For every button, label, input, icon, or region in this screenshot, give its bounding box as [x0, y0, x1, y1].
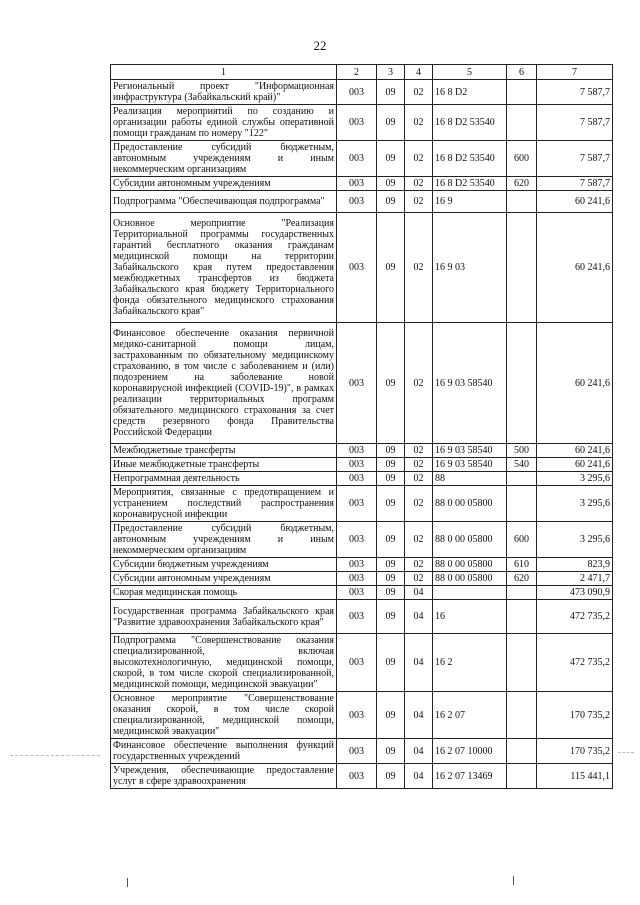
ministry-code-cell: 003: [337, 600, 377, 634]
table-row: [111, 586, 613, 600]
ministry-code-cell: 003: [337, 764, 377, 789]
amount-cell: 2 471,7: [537, 572, 613, 586]
section-code-cell: 09: [377, 558, 405, 572]
subsection-code-cell: 04: [405, 600, 433, 634]
subsection-code-cell: 04: [405, 634, 433, 692]
target-article-cell: 16 8 D2 53540: [433, 177, 507, 191]
subsection-code-cell: 02: [405, 323, 433, 444]
ministry-code-cell: 003: [337, 472, 377, 486]
target-article-cell: 88: [433, 472, 507, 486]
budget-table: [110, 64, 613, 789]
row-name-cell: Иные межбюджетные трансферты: [111, 458, 337, 472]
amount-cell: 7 587,7: [537, 80, 613, 105]
expense-type-cell: [507, 764, 537, 789]
ministry-code-cell: 003: [337, 572, 377, 586]
section-code-cell: 09: [377, 191, 405, 213]
subsection-code-cell: 02: [405, 522, 433, 558]
table-row: [111, 522, 613, 558]
target-article-cell: 88 0 00 05800: [433, 486, 507, 522]
expense-type-cell: 600: [507, 141, 537, 177]
amount-cell: 3 295,6: [537, 522, 613, 558]
page-number: 22: [313, 38, 327, 53]
ministry-code-cell: 003: [337, 634, 377, 692]
expense-type-cell: [507, 323, 537, 444]
amount-cell: 7 587,7: [537, 177, 613, 191]
section-code-cell: 09: [377, 323, 405, 444]
row-name-cell: Скорая медицинская помощь: [111, 586, 337, 600]
row-name-cell: Непрограммная деятельность: [111, 472, 337, 486]
table-row: [111, 141, 613, 177]
target-article-cell: 16 8 D2 53540: [433, 105, 507, 141]
row-name-cell: Реализация мероприятий по созданию и организации работы единой службы оперативной помощи гражданам по номеру "122": [111, 105, 337, 141]
amount-cell: 170 735,2: [537, 692, 613, 739]
expense-type-cell: [507, 105, 537, 141]
ministry-code-cell: 003: [337, 586, 377, 600]
target-article-cell: 16 2: [433, 634, 507, 692]
section-code-cell: 09: [377, 522, 405, 558]
row-name-cell: Финансовое обеспечение выполнения функций государственных учреждений: [111, 739, 337, 764]
subsection-code-cell: 04: [405, 586, 433, 600]
row-name-cell: Мероприятия, связанные с предотвращением и устранением последствий распространения коронавирусной инфекции: [111, 486, 337, 522]
target-article-cell: 16 9: [433, 191, 507, 213]
row-name-cell: Субсидии автономным учреждениям: [111, 177, 337, 191]
amount-cell: 823,9: [537, 558, 613, 572]
target-article-cell: 88 0 00 05800: [433, 558, 507, 572]
section-code-cell: 09: [377, 600, 405, 634]
column-header: 5: [433, 65, 507, 80]
section-code-cell: 09: [377, 472, 405, 486]
subsection-code-cell: 02: [405, 141, 433, 177]
column-header: 3: [377, 65, 405, 80]
amount-cell: 60 241,6: [537, 444, 613, 458]
row-name-cell: Региональный проект "Информационная инфраструктура (Забайкальский край)": [111, 80, 337, 105]
target-article-cell: 16 9 03 58540: [433, 458, 507, 472]
expense-type-cell: [507, 486, 537, 522]
section-code-cell: 09: [377, 177, 405, 191]
subsection-code-cell: 02: [405, 444, 433, 458]
row-name-cell: Подпрограмма "Совершенствование оказания специализированной, включая высокотехнологичную, медицинской помощи, скорой, в том числе скорой специализированной, медицинской помощи, медицинской эвакуации": [111, 634, 337, 692]
amount-cell: 115 441,1: [537, 764, 613, 789]
expense-type-cell: 600: [507, 522, 537, 558]
row-name-cell: Подпрограмма "Обеспечивающая подпрограмма": [111, 191, 337, 213]
target-article-cell: 16 8 D2 53540: [433, 141, 507, 177]
target-article-cell: 88 0 00 05800: [433, 522, 507, 558]
ministry-code-cell: 003: [337, 141, 377, 177]
table-row: [111, 323, 613, 444]
target-article-cell: 16 9 03 58540: [433, 323, 507, 444]
subsection-code-cell: 02: [405, 472, 433, 486]
section-code-cell: 09: [377, 141, 405, 177]
column-header: 7: [537, 65, 613, 80]
table-row: [111, 472, 613, 486]
row-name-cell: Основное мероприятие "Реализация Территориальной программы государственных гарантий бесплатного оказания гражданам медицинской помощи на территории Забайкальского края путем предоставления межбюджетных трансфертов из бюджета Забайкальского края бюджету Территориального фонда обязательного медицинского страхования Забайкальского края": [111, 213, 337, 323]
row-name-cell: Государственная программа Забайкальского края "Развитие здравоохранения Забайкальского края": [111, 600, 337, 634]
column-header: 1: [111, 65, 337, 80]
ministry-code-cell: 003: [337, 558, 377, 572]
ministry-code-cell: 003: [337, 739, 377, 764]
row-name-cell: Межбюджетные трансферты: [111, 444, 337, 458]
row-name-cell: Основное мероприятие "Совершенствование оказания скорой, в том числе скорой специализированной, медицинской помощи, медицинской эвакуации": [111, 692, 337, 739]
expense-type-cell: 500: [507, 444, 537, 458]
ministry-code-cell: 003: [337, 692, 377, 739]
expense-type-cell: [507, 692, 537, 739]
section-code-cell: 09: [377, 486, 405, 522]
section-code-cell: 09: [377, 764, 405, 789]
ministry-code-cell: 003: [337, 105, 377, 141]
amount-cell: 473 090,9: [537, 586, 613, 600]
amount-cell: 7 587,7: [537, 105, 613, 141]
ministry-code-cell: 003: [337, 213, 377, 323]
subsection-code-cell: 02: [405, 213, 433, 323]
expense-type-cell: [507, 472, 537, 486]
amount-cell: 60 241,6: [537, 458, 613, 472]
column-header: 6: [507, 65, 537, 80]
table-row: [111, 177, 613, 191]
expense-type-cell: 620: [507, 572, 537, 586]
row-name-cell: Предоставление субсидий бюджетным, автономным учреждениям и иным некоммерческим организациям: [111, 522, 337, 558]
table-row: [111, 213, 613, 323]
section-code-cell: 09: [377, 213, 405, 323]
subsection-code-cell: 02: [405, 572, 433, 586]
scan-dash: [10, 755, 100, 757]
expense-type-cell: 610: [507, 558, 537, 572]
row-name-cell: Субсидии бюджетным учреждениям: [111, 558, 337, 572]
amount-cell: 7 587,7: [537, 141, 613, 177]
table-row: [111, 739, 613, 764]
table-row: [111, 634, 613, 692]
target-article-cell: 16: [433, 600, 507, 634]
ministry-code-cell: 003: [337, 177, 377, 191]
section-code-cell: 09: [377, 80, 405, 105]
section-code-cell: 09: [377, 692, 405, 739]
section-code-cell: 09: [377, 444, 405, 458]
table-row: [111, 444, 613, 458]
table-row: [111, 80, 613, 105]
expense-type-cell: [507, 600, 537, 634]
amount-cell: 3 295,6: [537, 486, 613, 522]
column-header: 4: [405, 65, 433, 80]
ministry-code-cell: 003: [337, 458, 377, 472]
subsection-code-cell: 02: [405, 80, 433, 105]
target-article-cell: [433, 586, 507, 600]
target-article-cell: 16 8 D2: [433, 80, 507, 105]
row-name-cell: Финансовое обеспечение оказания первичной медико-санитарной помощи лицам, застрахованным по обязательному медицинскому страхованию, в том числе с заболеванием и (или) подозрением на заболевание новой коронавирусной инфекцией (COVID-19)", в рамках реализации территориальных программ обязательного медицинского страхования за счет средств резервного фонда Правительства Российской Федерации: [111, 323, 337, 444]
subsection-code-cell: 02: [405, 458, 433, 472]
expense-type-cell: [507, 80, 537, 105]
section-code-cell: 09: [377, 458, 405, 472]
section-code-cell: 09: [377, 586, 405, 600]
subsection-code-cell: 04: [405, 692, 433, 739]
subsection-code-cell: 02: [405, 486, 433, 522]
table-row: [111, 191, 613, 213]
section-code-cell: 09: [377, 634, 405, 692]
expense-type-cell: [507, 586, 537, 600]
table-row: [111, 558, 613, 572]
amount-cell: 3 295,6: [537, 472, 613, 486]
target-article-cell: 16 2 07 13469: [433, 764, 507, 789]
row-name-cell: Предоставление субсидий бюджетным, автономным учреждениям и иным некоммерческим организациям: [111, 141, 337, 177]
section-code-cell: 09: [377, 105, 405, 141]
target-article-cell: 88 0 00 05800: [433, 572, 507, 586]
amount-cell: 472 735,2: [537, 600, 613, 634]
target-article-cell: 16 2 07: [433, 692, 507, 739]
table-row: [111, 572, 613, 586]
expense-type-cell: 540: [507, 458, 537, 472]
ministry-code-cell: 003: [337, 80, 377, 105]
scan-mark: [127, 878, 128, 887]
subsection-code-cell: 02: [405, 558, 433, 572]
subsection-code-cell: 04: [405, 764, 433, 789]
table-row: [111, 764, 613, 789]
section-code-cell: 09: [377, 572, 405, 586]
ministry-code-cell: 003: [337, 323, 377, 444]
amount-cell: 60 241,6: [537, 213, 613, 323]
ministry-code-cell: 003: [337, 191, 377, 213]
row-name-cell: Субсидии автономным учреждениям: [111, 572, 337, 586]
scan-dash: [618, 752, 634, 754]
expense-type-cell: [507, 191, 537, 213]
table-row: [111, 105, 613, 141]
expense-type-cell: [507, 634, 537, 692]
subsection-code-cell: 04: [405, 739, 433, 764]
amount-cell: 170 735,2: [537, 739, 613, 764]
table-row: [111, 692, 613, 739]
table-row: [111, 486, 613, 522]
subsection-code-cell: 02: [405, 177, 433, 191]
target-article-cell: 16 2 07 10000: [433, 739, 507, 764]
row-name-cell: Учреждения, обеспечивающие предоставление услуг в сфере здравоохранения: [111, 764, 337, 789]
subsection-code-cell: 02: [405, 105, 433, 141]
scan-mark: [513, 876, 514, 885]
target-article-cell: 16 9 03: [433, 213, 507, 323]
table-row: [111, 458, 613, 472]
ministry-code-cell: 003: [337, 444, 377, 458]
expense-type-cell: [507, 739, 537, 764]
section-code-cell: 09: [377, 739, 405, 764]
expense-type-cell: [507, 213, 537, 323]
column-header: 2: [337, 65, 377, 80]
expense-type-cell: 620: [507, 177, 537, 191]
amount-cell: 472 735,2: [537, 634, 613, 692]
amount-cell: 60 241,6: [537, 191, 613, 213]
amount-cell: 60 241,6: [537, 323, 613, 444]
header-row: [111, 65, 613, 80]
table-row: [111, 600, 613, 634]
subsection-code-cell: 02: [405, 191, 433, 213]
ministry-code-cell: 003: [337, 486, 377, 522]
ministry-code-cell: 003: [337, 522, 377, 558]
target-article-cell: 16 9 03 58540: [433, 444, 507, 458]
